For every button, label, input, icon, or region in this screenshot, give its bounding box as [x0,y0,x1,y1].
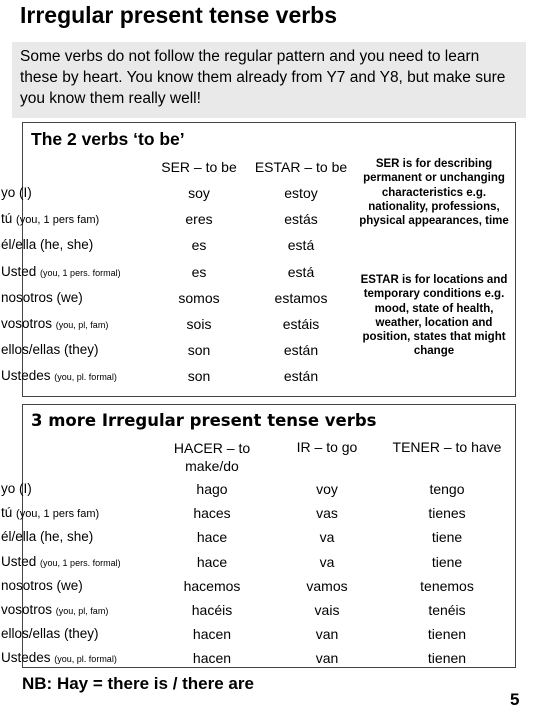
estar-form: está [287,237,315,254]
page-title: Irregular present tense verbs [20,2,338,28]
pronoun-text: vosotros [1,316,53,331]
tener-form: tienen [427,626,467,643]
hacer-ir-tener-panel [1,404,516,668]
pronoun-label [1,505,99,520]
pronoun-label [1,578,83,593]
tener-form: tenemos [420,577,474,594]
pronoun-note: (you, pl. formal) [54,372,117,383]
pronoun-label [1,529,93,544]
intro-box: Some verbs do not follow the regular pattern and you need to learn these by heart. You know them already from Y7 and Y8, but make sure you know them really well! [12,42,526,118]
estar-form: están [283,342,319,359]
pronoun-label [1,211,99,226]
pronoun-note: (you, 1 pers fam) [16,214,100,227]
ir-form: va [319,553,335,570]
page-number: 5 [510,690,520,709]
ser-form: es [191,237,207,254]
ser-usage-note: SER is for describing permanent or unchanging characteristics e.g. nationality, professions, physical appearances, time [359,158,509,228]
pronoun-note: (you, 1 pers. formal) [40,557,121,568]
pronoun-note: (you, 1 pers. formal) [40,267,121,278]
pronoun-text: Ustedes [1,650,51,666]
ir-form: va [319,529,335,546]
pronoun-text: Ustedes [1,368,51,384]
ser-estar-panel [1,122,516,397]
pronoun-text: Usted [1,263,37,279]
pronoun-label [1,264,121,279]
tener-form: tiene [431,553,463,570]
pronoun-label [1,626,99,641]
tener-form: tiene [431,529,463,546]
hacer-form: haces [193,505,231,522]
section2-title: 3 more Irregular present tense verbs [31,411,377,430]
ser-header: SER – to be [161,159,237,175]
ser-form: es [191,263,207,280]
pronoun-label [1,602,108,617]
pronoun-text: ellos/ellas (they) [1,626,99,642]
pronoun-text: él/ella (he, she) [1,237,94,253]
ser-form: sois [186,316,212,332]
hacer-form: hacen [192,650,232,667]
pronoun-label [1,237,93,252]
ser-form: son [187,368,211,385]
ser-form: somos [178,289,220,306]
ir-form: vas [316,505,338,522]
pronoun-label [1,368,117,383]
pronoun-text: yo (I) [1,481,32,496]
estar-usage-note: ESTAR is for locations and temporary conditions e.g. mood, state of health, weather, location and position, states that might change [360,274,508,358]
ir-form: vais [314,602,340,618]
ir-form: van [315,650,339,667]
tener-form: tengo [429,481,465,497]
pronoun-text: yo (I) [1,185,32,200]
estar-form: estás [284,211,318,228]
ir-form: vamos [306,577,348,594]
ser-form: eres [185,211,213,228]
tener-form: tenéis [428,602,466,618]
pronoun-note: (you, 1 pers fam) [16,508,100,521]
pronoun-label [1,650,117,665]
pronoun-note: (you, pl. formal) [54,654,117,665]
tener-form: tienen [427,650,467,667]
estar-header: ESTAR – to be [254,159,348,175]
ir-header: IR – to go [296,439,358,455]
estar-form: estamos [274,289,328,306]
hacer-form: hacen [192,626,232,643]
pronoun-text: tú [1,505,13,521]
pronoun-label [1,316,108,331]
hacer-form: hago [196,481,228,497]
pronoun-text: nosotros (we) [1,577,83,593]
tener-form: tienes [428,505,466,522]
ser-form: soy [188,185,210,201]
pronoun-text: ellos/ellas (they) [1,342,99,358]
hacer-header: HACER – to make/do [173,440,251,474]
ir-form: van [315,626,339,643]
ir-form: voy [316,481,338,497]
pronoun-label [1,481,32,496]
pronoun-text: Usted [1,553,37,569]
hacer-form: hacéis [191,602,233,618]
hacer-form: hace [196,553,228,570]
section1-title: The 2 verbs ‘to be’ [31,129,185,149]
nb-note: NB: Hay = there is / there are [22,674,254,693]
hacer-form: hacemos [183,577,241,594]
pronoun-note: (you, pl, fam) [55,320,109,330]
pronoun-label [1,290,83,305]
pronoun-text: él/ella (he, she) [1,529,94,545]
pronoun-note: (you, pl, fam) [55,606,109,616]
pronoun-label [1,342,99,357]
pronoun-text: vosotros [1,602,53,617]
pronoun-label [1,554,121,569]
pronoun-text: tú [1,211,13,227]
estar-form: están [283,368,319,385]
estar-form: está [287,263,315,280]
ser-form: son [187,342,211,359]
hacer-form: hace [196,529,228,546]
pronoun-text: nosotros (we) [1,289,83,305]
estar-form: estoy [284,185,318,201]
pronoun-label [1,185,32,200]
estar-form: estáis [282,316,320,332]
tener-header: TENER – to have [392,439,502,455]
